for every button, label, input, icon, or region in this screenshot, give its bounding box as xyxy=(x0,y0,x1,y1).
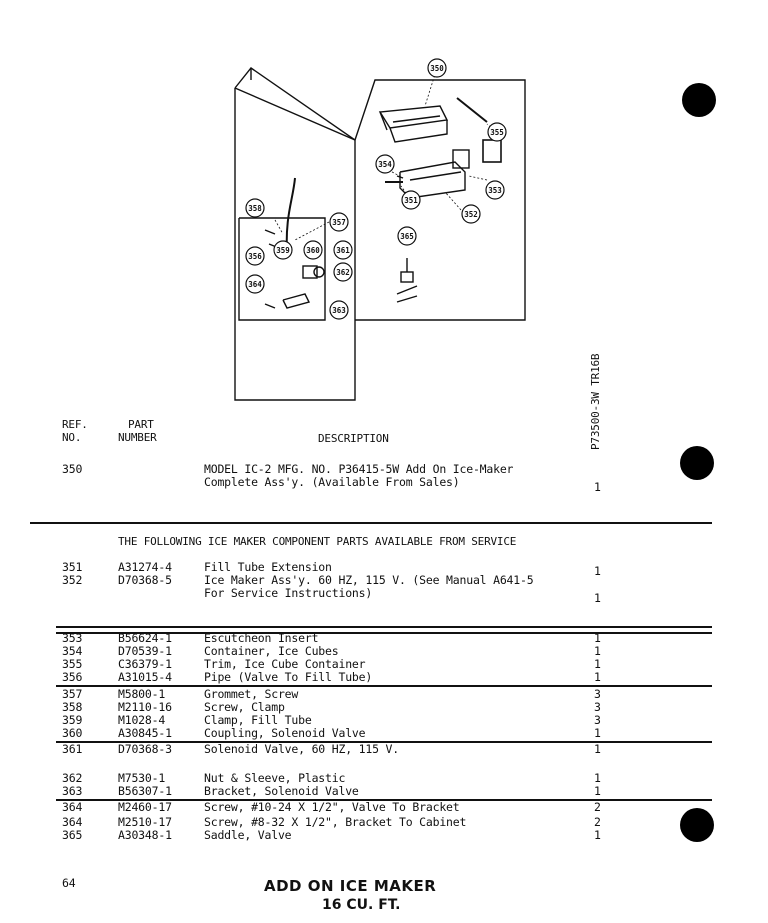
assembly-desc-line1: MODEL IC-2 MFG. NO. P36415-5W Add On Ice-Maker xyxy=(204,462,514,476)
footer-title: ADD ON ICE MAKER xyxy=(264,877,437,895)
part-number-header: PART NUMBER xyxy=(118,418,157,444)
table-row: 362 M7530-1 Nut & Sleeve, Plastic 1 xyxy=(62,771,601,785)
table-row: 355 C36379-1 Trim, Ice Cube Container 1 xyxy=(62,657,601,671)
side-model-code: P73500-3W TR16B xyxy=(589,353,602,450)
section-heading: THE FOLLOWING ICE MAKER COMPONENT PARTS AVAILABLE FROM SERVICE xyxy=(118,535,517,548)
table-row: 351 A31274-4 Fill Tube Extension 1 xyxy=(62,560,601,578)
table-row: 358 M2110-16 Screw, Clamp 3 xyxy=(62,700,601,714)
assembly-desc-line2: Complete Ass'y. (Available From Sales) xyxy=(204,475,460,489)
table-row: 353 B56624-1 Escutcheon Insert 1 xyxy=(62,631,601,645)
section-divider xyxy=(30,522,712,524)
callout-356: 356 xyxy=(248,252,262,261)
callout-350: 350 xyxy=(430,64,444,73)
footer-subtitle: 16 CU. FT. xyxy=(322,897,401,913)
table-row: 360 A30845-1 Coupling, Solenoid Valve 1 xyxy=(62,726,601,740)
callout-364: 364 xyxy=(248,280,262,289)
table-row: 361 D70368-3 Solenoid Valve, 60 HZ, 115 V. 1 xyxy=(62,742,601,756)
callout-355: 355 xyxy=(490,128,504,137)
callout-353: 353 xyxy=(488,186,502,195)
ref-no-header: REF. NO. xyxy=(62,418,88,444)
description-header: DESCRIPTION xyxy=(318,432,389,445)
callout-363: 363 xyxy=(332,306,346,315)
callout-359: 359 xyxy=(276,246,290,255)
callout-357: 357 xyxy=(332,218,346,227)
callout-352: 352 xyxy=(464,210,478,219)
callout-365: 365 xyxy=(400,232,414,241)
callout-354: 354 xyxy=(378,160,392,169)
callout-360: 360 xyxy=(306,246,320,255)
row-divider xyxy=(56,626,712,628)
assembly-qty: 1 xyxy=(594,480,601,494)
table-row: 354 D70539-1 Container, Ice Cubes 1 xyxy=(62,644,601,658)
callout-358: 358 xyxy=(248,204,262,213)
table-row: 363 B56307-1 Bracket, Solenoid Valve 1 xyxy=(62,784,601,798)
table-row: 364 M2460-17 Screw, #10-24 X 1/2", Valve To Bracket 2 xyxy=(62,800,601,814)
page-number: 64 xyxy=(62,876,76,890)
table-row: 365 A30348-1 Saddle, Valve 1 xyxy=(62,828,601,842)
assembly-ref: 350 xyxy=(62,462,83,476)
punch-hole-middle xyxy=(680,446,714,480)
table-row: 356 A31015-4 Pipe (Valve To Fill Tube) 1 xyxy=(62,670,601,684)
table-row: For Service Instructions) 1 xyxy=(204,586,601,605)
table-row: 357 M5800-1 Grommet, Screw 3 xyxy=(62,687,601,701)
exploded-parts-diagram xyxy=(225,50,535,420)
callout-351: 351 xyxy=(404,196,418,205)
table-row: 359 M1028-4 Clamp, Fill Tube 3 xyxy=(62,713,601,727)
table-row: 352 D70368-5 Ice Maker Ass'y. 60 HZ, 115 V. (See Manual A641-5 xyxy=(62,573,534,587)
callout-362: 362 xyxy=(336,268,350,277)
table-row: 364 M2510-17 Screw, #8-32 X 1/2", Bracket To Cabinet 2 xyxy=(62,815,601,829)
callout-361: 361 xyxy=(336,246,350,255)
punch-hole-top xyxy=(682,83,716,117)
